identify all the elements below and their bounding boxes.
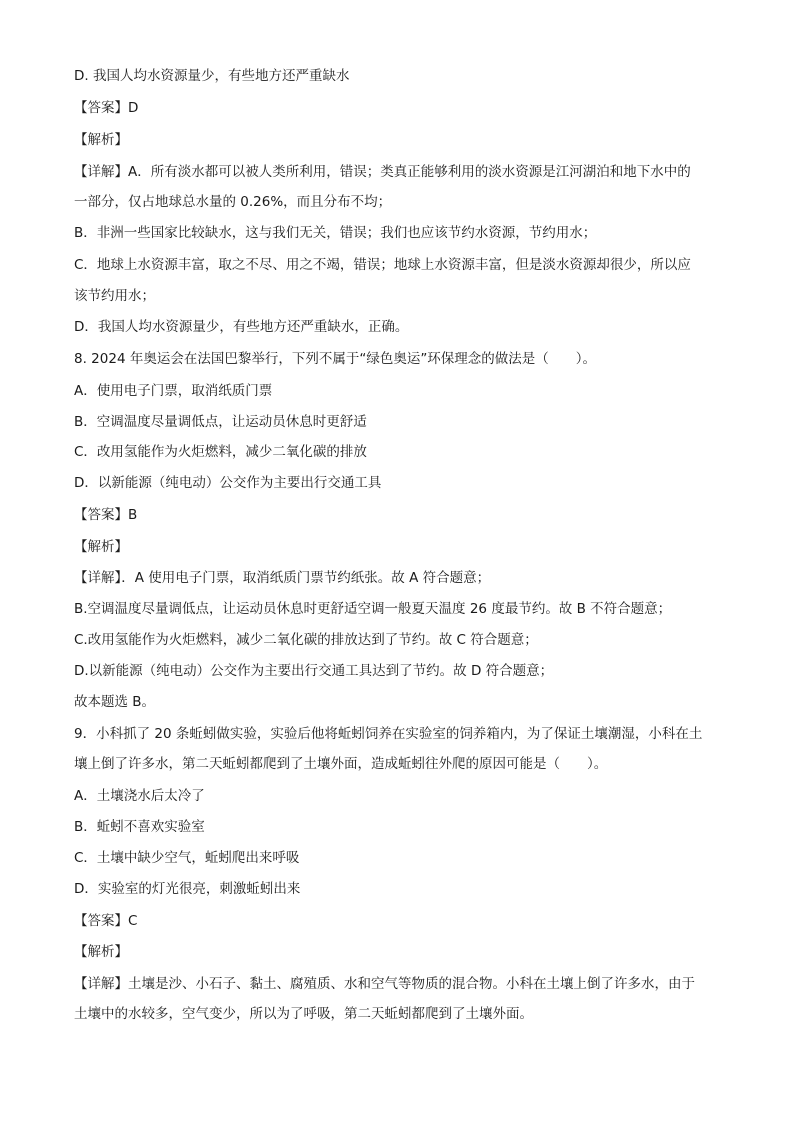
q9-option-b: B．蚯蚓不喜欢实验室 [74, 819, 205, 835]
q7-option-d: D. 我国人均水资源量少，有些地方还严重缺水 [74, 68, 350, 84]
q7-detail-a-line-2: 一部分，仅占地球总水量的 0.26%，而且分布不均； [74, 194, 392, 210]
q7-detail-c-line-2: 该节约用水； [74, 288, 155, 304]
q9-answer: 【答案】C [74, 913, 138, 929]
q8-option-a: A．使用电子门票，取消纸质门票 [74, 383, 273, 399]
q8-detail-d: D.以新能源（纯电动）公交作为主要出行交通工具达到了节约。故 D 符合题意； [74, 663, 554, 679]
q8-stem: 8. 2024 年奥运会在法国巴黎举行，下列不属于“绿色奥运”环保理念的做法是（ ）。 [74, 351, 597, 367]
q7-detail-d: D．我国人均水资源量少，有些地方还严重缺水，正确。 [74, 319, 409, 335]
q8-option-b: B．空调温度尽量调低点，让运动员休息时更舒适 [74, 414, 367, 430]
q8-detail-b: B.空调温度尽量调低点，让运动员休息时更舒适空调一般夏天温度 26 度最节约。故 B 不符合题意； [74, 601, 672, 617]
q7-detail-c-line-1: C．地球上水资源丰富，取之不尽、用之不竭，错误；地球上水资源丰富，但是淡水资源却很少，所以应 [74, 257, 691, 273]
q8-answer: 【答案】B [74, 507, 138, 523]
q8-analysis-label: 【解析】 [74, 539, 128, 555]
q9-stem-line-1: 9．小科抓了 20 条蚯蚓做实验，实验后他将蚯蚓饲养在实验室的饲养箱内，为了保证土壤潮湿，小科在土 [74, 726, 703, 742]
q9-analysis-label: 【解析】 [74, 944, 128, 960]
q9-option-c: C．土壤中缺少空气，蚯蚓爬出来呼吸 [74, 850, 300, 866]
q7-answer: 【答案】D [74, 100, 139, 116]
q7-detail-a-line-1: 【详解】A．所有淡水都可以被人类所利用，错误；类真正能够利用的淡水资源是江河湖泊和地下水中的 [74, 164, 691, 180]
q8-detail-c: C.改用氢能作为火炬燃料，减少二氧化碳的排放达到了节约。故 C 符合题意； [74, 632, 538, 648]
q9-stem-line-2: 壤上倒了许多水，第二天蚯蚓都爬到了土壤外面，造成蚯蚓往外爬的原因可能是（ ）。 [74, 756, 608, 772]
q7-detail-b: B．非洲一些国家比较缺水，这与我们无关，错误；我们也应该节约水资源，节约用水； [74, 225, 597, 241]
q8-option-c: C．改用氢能作为火炬燃料，减少二氧化碳的排放 [74, 444, 367, 460]
q9-option-d: D．实验室的灯光很亮，刺激蚯蚓出来 [74, 881, 301, 897]
q8-detail-a: 【详解】．A 使用电子门票，取消纸质门票节约纸张。故 A 符合题意； [74, 570, 491, 586]
q9-detail-line-2: 土壤中的水较多，空气变少，所以为了呼吸，第二天蚯蚓都爬到了土壤外面。 [74, 1006, 533, 1022]
q8-conclusion: 故本题选 B。 [74, 694, 156, 710]
q9-option-a: A．土壤浇水后太冷了 [74, 788, 205, 804]
q7-analysis-label: 【解析】 [74, 132, 128, 148]
q8-option-d: D．以新能源（纯电动）公交作为主要出行交通工具 [74, 475, 382, 491]
q9-detail-line-1: 【详解】土壤是沙、小石子、黏土、腐殖质、水和空气等物质的混合物。小科在土壤上倒了许多水，由于 [74, 976, 695, 992]
